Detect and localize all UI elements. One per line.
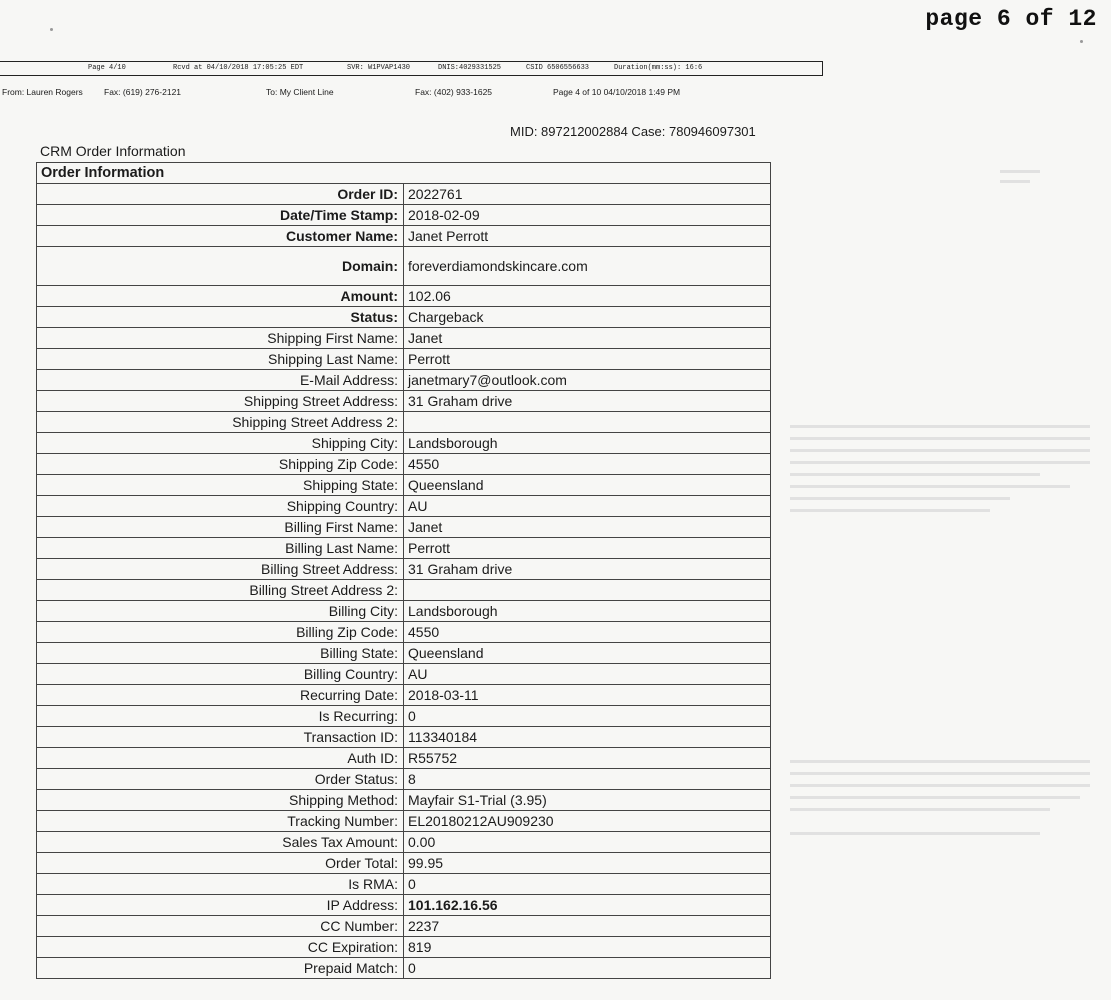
scan-artifact — [790, 425, 1090, 428]
field-value: 101.162.16.56 — [404, 895, 771, 916]
field-label: Billing City: — [37, 601, 404, 622]
table-row — [37, 538, 771, 559]
field-value: janetmary7@outlook.com — [404, 370, 771, 391]
table-row — [37, 832, 771, 853]
fax-banner-received: Rcvd at 04/10/2018 17:05:25 EDT — [173, 64, 304, 72]
table-row — [37, 811, 771, 832]
fax-recipient-number: Fax: (402) 933-1625 — [415, 87, 493, 97]
table-row — [37, 286, 771, 307]
table-row — [37, 391, 771, 412]
table-header-row — [37, 163, 771, 184]
field-label: Shipping First Name: — [37, 328, 404, 349]
table-row — [37, 643, 771, 664]
table-row — [37, 412, 771, 433]
field-label: Amount: — [37, 286, 404, 307]
field-label: Tracking Number: — [37, 811, 404, 832]
field-label: Shipping City: — [37, 433, 404, 454]
fax-banner-server: SVR: W1PVAP1430 — [347, 64, 411, 72]
scan-artifact — [1000, 180, 1030, 183]
scan-artifact — [790, 832, 1040, 835]
table-row — [37, 475, 771, 496]
field-value: 4550 — [404, 454, 771, 475]
field-label: Domain: — [37, 247, 404, 286]
field-label: Billing Last Name: — [37, 538, 404, 559]
fax-banner-duration: Duration(mm:ss): 16:6 — [614, 64, 703, 72]
scan-artifact — [790, 461, 1090, 464]
table-row — [37, 247, 771, 286]
table-row — [37, 307, 771, 328]
table-row — [37, 664, 771, 685]
table-row — [37, 748, 771, 769]
field-label: Billing Street Address 2: — [37, 580, 404, 601]
table-row — [37, 559, 771, 580]
field-value: Janet Perrott — [404, 226, 771, 247]
scan-artifact — [790, 796, 1080, 799]
scan-artifact — [790, 509, 990, 512]
field-label: Is RMA: — [37, 874, 404, 895]
fax-recipient: To: My Client Line — [266, 87, 334, 97]
scan-artifact — [790, 760, 1090, 763]
table-row — [37, 895, 771, 916]
scan-artifact — [1000, 170, 1040, 173]
field-value: AU — [404, 664, 771, 685]
field-value: 0.00 — [404, 832, 771, 853]
field-value: Queensland — [404, 475, 771, 496]
field-label: Shipping Zip Code: — [37, 454, 404, 475]
table-row — [37, 727, 771, 748]
table-row — [37, 226, 771, 247]
table-row — [37, 328, 771, 349]
field-value: Queensland — [404, 643, 771, 664]
table-row — [37, 790, 771, 811]
field-label: Billing Country: — [37, 664, 404, 685]
table-row — [37, 370, 771, 391]
fax-banner-csid: CSID 6506556633 — [526, 64, 590, 72]
field-label: CC Expiration: — [37, 937, 404, 958]
field-label: Billing State: — [37, 643, 404, 664]
table-row — [37, 517, 771, 538]
field-label: E-Mail Address: — [37, 370, 404, 391]
field-value: Landsborough — [404, 601, 771, 622]
table-row — [37, 958, 771, 979]
field-label: Shipping Street Address 2: — [37, 412, 404, 433]
field-value: 2018-03-11 — [404, 685, 771, 706]
field-label: Order ID: — [37, 184, 404, 205]
field-label: Auth ID: — [37, 748, 404, 769]
field-label: Status: — [37, 307, 404, 328]
field-value: 0 — [404, 874, 771, 895]
field-value: 31 Graham drive — [404, 559, 771, 580]
field-value — [404, 580, 771, 601]
field-label: Customer Name: — [37, 226, 404, 247]
field-label: Shipping Country: — [37, 496, 404, 517]
field-value: Perrott — [404, 538, 771, 559]
table-row — [37, 622, 771, 643]
field-label: IP Address: — [37, 895, 404, 916]
table-header: Order Information — [37, 163, 771, 184]
field-value: 2022761 — [404, 184, 771, 205]
field-value — [404, 412, 771, 433]
field-value: 4550 — [404, 622, 771, 643]
field-value: Chargeback — [404, 307, 771, 328]
field-label: Billing Street Address: — [37, 559, 404, 580]
table-row — [37, 706, 771, 727]
scan-artifact — [790, 808, 1050, 811]
section-heading: CRM Order Information — [40, 143, 186, 159]
table-row — [37, 685, 771, 706]
scan-artifact — [790, 485, 1070, 488]
field-value: foreverdiamondskincare.com — [404, 247, 771, 286]
field-label: Order Total: — [37, 853, 404, 874]
table-row — [37, 496, 771, 517]
page-number-label: page 6 of 12 — [925, 6, 1097, 32]
table-row — [37, 769, 771, 790]
order-information-table — [36, 162, 771, 979]
field-label: Billing Zip Code: — [37, 622, 404, 643]
table-row — [37, 853, 771, 874]
field-value: 113340184 — [404, 727, 771, 748]
table-row — [37, 874, 771, 895]
scan-artifact — [790, 449, 1090, 452]
fax-banner-dnis: DNIS:4029331525 — [438, 64, 502, 72]
field-value: 99.95 — [404, 853, 771, 874]
field-label: Shipping Street Address: — [37, 391, 404, 412]
fax-sender-number: Fax: (619) 276-2121 — [104, 87, 182, 97]
field-label: Sales Tax Amount: — [37, 832, 404, 853]
scan-artifact — [790, 437, 1090, 440]
table-row — [37, 916, 771, 937]
scan-artifact — [790, 772, 1090, 775]
scan-speck — [50, 28, 53, 31]
table-row — [37, 349, 771, 370]
field-value: 0 — [404, 706, 771, 727]
table-row — [37, 580, 771, 601]
fax-transmission-banner — [0, 61, 823, 76]
table-row — [37, 184, 771, 205]
field-label: CC Number: — [37, 916, 404, 937]
table-row — [37, 205, 771, 226]
field-value: 8 — [404, 769, 771, 790]
field-label: Prepaid Match: — [37, 958, 404, 979]
field-label: Transaction ID: — [37, 727, 404, 748]
field-value: 819 — [404, 937, 771, 958]
table-row — [37, 454, 771, 475]
field-label: Shipping Method: — [37, 790, 404, 811]
fax-header-line — [0, 86, 820, 98]
field-label: Shipping State: — [37, 475, 404, 496]
field-value: 31 Graham drive — [404, 391, 771, 412]
table-row — [37, 937, 771, 958]
scan-speck — [1080, 40, 1083, 43]
field-label: Shipping Last Name: — [37, 349, 404, 370]
field-value: Janet — [404, 517, 771, 538]
field-value: Landsborough — [404, 433, 771, 454]
fax-page-info: Page 4 of 10 04/10/2018 1:49 PM — [553, 87, 681, 97]
field-value: AU — [404, 496, 771, 517]
field-value: EL20180212AU909230 — [404, 811, 771, 832]
table-row — [37, 601, 771, 622]
field-value: Mayfair S1-Trial (3.95) — [404, 790, 771, 811]
table-row — [37, 433, 771, 454]
scan-artifact — [790, 784, 1090, 787]
field-value: 102.06 — [404, 286, 771, 307]
merchant-case-reference: MID: 897212002884 Case: 780946097301 — [510, 124, 756, 139]
scan-artifact — [790, 473, 1040, 476]
field-value: Janet — [404, 328, 771, 349]
field-value: R55752 — [404, 748, 771, 769]
field-label: Is Recurring: — [37, 706, 404, 727]
field-label: Date/Time Stamp: — [37, 205, 404, 226]
field-value: 0 — [404, 958, 771, 979]
field-value: 2237 — [404, 916, 771, 937]
field-label: Recurring Date: — [37, 685, 404, 706]
fax-banner-page: Page 4/10 — [88, 64, 126, 72]
field-value: Perrott — [404, 349, 771, 370]
field-label: Billing First Name: — [37, 517, 404, 538]
field-value: 2018-02-09 — [404, 205, 771, 226]
fax-sender: From: Lauren Rogers — [2, 87, 83, 97]
field-label: Order Status: — [37, 769, 404, 790]
scan-artifact — [790, 497, 1010, 500]
